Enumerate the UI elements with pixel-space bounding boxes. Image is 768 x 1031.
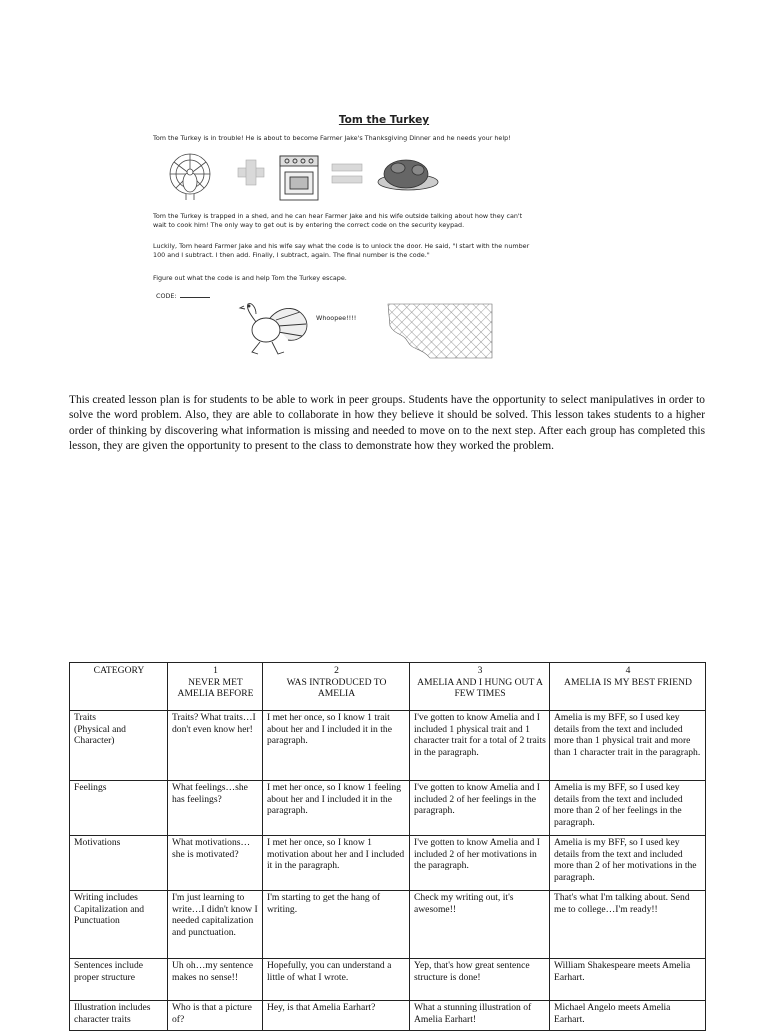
code-label: CODE:	[156, 292, 177, 300]
worksheet-paragraph: Luckily, Tom heard Farmer Jake and his wife say what the code is to unlock the door. He said, "I start with the number 100 and I subtract. I then add. Finally, I subtract, again. The final number is the code."	[153, 242, 530, 259]
row-category: Sentences include proper structure	[70, 959, 168, 1001]
rubric-cell: Amelia is my BFF, so I used key details from the text and included more than 2 of her motivations in the paragraph.	[550, 836, 706, 891]
code-blank	[180, 297, 210, 298]
header-score-2: 2 WAS INTRODUCED TO AMELIA	[263, 663, 410, 711]
rubric-cell: I met her once, so I know 1 trait about her and I included it in the paragraph.	[263, 711, 410, 781]
rubric-row-capitalization	[70, 891, 706, 959]
worksheet-image	[150, 108, 618, 360]
rubric-cell: Who is that a picture of?	[168, 1001, 263, 1031]
roast-turkey-icon	[378, 160, 438, 190]
rubric-cell: Check my writing out, it's awesome!!	[410, 891, 550, 959]
rubric-row-feelings	[70, 781, 706, 836]
rubric-cell: I met her once, so I know 1 feeling about her and I included it in the paragraph.	[263, 781, 410, 836]
rubric-row-traits	[70, 711, 706, 781]
rubric-row-illustration	[70, 1001, 706, 1031]
turkey-icon	[170, 154, 210, 200]
rubric-cell: Uh oh…my sentence makes no sense!!	[168, 959, 263, 1001]
rubric-cell: I'm starting to get the hang of writing.	[263, 891, 410, 959]
rubric-row-motivations	[70, 836, 706, 891]
rubric-cell: Amelia is my BFF, so I used key details from the text and included more than 1 physical trait and more than 1 character trait in the paragraph.	[550, 711, 706, 781]
worksheet-intro: Tom the Turkey is in trouble! He is about to become Farmer Jake's Thanksgiving Dinner and he needs your help!	[153, 134, 511, 142]
worksheet-paragraph: Tom the Turkey is trapped in a shed, and he can hear Farmer Jake and his wife outside talking about how they can't wait to cook him! The only way to get out is by entering the correct code on the security keypad.	[153, 212, 523, 229]
code-field	[156, 292, 624, 301]
broken-fence-icon	[382, 302, 494, 360]
turkey-equation-illustration	[166, 148, 446, 204]
worksheet-title: Tom the Turkey	[338, 114, 430, 126]
rubric-cell: I've gotten to know Amelia and I included 2 of her feelings in the paragraph.	[410, 781, 550, 836]
rubric-cell: I've gotten to know Amelia and I included 1 physical trait and 1 character trait for a total of 2 traits in the paragraph.	[410, 711, 550, 781]
rubric-cell: Michael Angelo meets Amelia Earhart.	[550, 1001, 706, 1031]
whoopee-text: Whoopee!!!!	[316, 314, 357, 322]
rubric-cell: I've gotten to know Amelia and I included 2 of her motivations in the paragraph.	[410, 836, 550, 891]
row-category: Illustration includes character traits	[70, 1001, 168, 1031]
rubric-header-row	[70, 663, 706, 711]
row-category: Writing includes Capitalization and Punctuation	[70, 891, 168, 959]
rubric-cell: I'm just learning to write…I didn't know I needed capitalization and punctuation.	[168, 891, 263, 959]
header-score-4: 4 AMELIA IS MY BEST FRIEND	[550, 663, 706, 711]
rubric-cell: Hey, is that Amelia Earhart?	[263, 1001, 410, 1031]
rubric-cell: That's what I'm talking about. Send me to college…I'm ready!!	[550, 891, 706, 959]
rubric-table	[69, 662, 706, 1031]
header-score-3: 3 AMELIA AND I HUNG OUT A FEW TIMES	[410, 663, 550, 711]
rubric-cell: I met her once, so I know 1 motivation about her and I included it in the paragraph.	[263, 836, 410, 891]
rubric-cell: Traits? What traits…I don't even know her!	[168, 711, 263, 781]
rubric-cell: What feelings…she has feelings?	[168, 781, 263, 836]
equals-icon	[332, 164, 362, 183]
header-score-1: 1 NEVER MET AMELIA BEFORE	[168, 663, 263, 711]
plus-icon	[238, 160, 264, 185]
rubric-cell: Yep, that's how great sentence structure is done!	[410, 959, 550, 1001]
header-category: CATEGORY	[70, 663, 168, 711]
rubric-cell: Hopefully, you can understand a little of what I wrote.	[263, 959, 410, 1001]
rubric-cell: Amelia is my BFF, so I used key details from the text and included more than 2 of her feelings in the paragraph.	[550, 781, 706, 836]
stove-icon	[280, 156, 318, 200]
rubric-cell: William Shakespeare meets Amelia Earhart.	[550, 959, 706, 1001]
rubric-cell: What motivations…she is motivated?	[168, 836, 263, 891]
worksheet-paragraph: Figure out what the code is and help Tom the Turkey escape.	[153, 274, 347, 282]
running-turkey-icon	[230, 298, 314, 360]
row-category: Feelings	[70, 781, 168, 836]
rubric-cell: What a stunning illustration of Amelia Earhart!	[410, 1001, 550, 1031]
row-category: Traits (Physical and Character)	[70, 711, 168, 781]
rubric-row-sentences	[70, 959, 706, 1001]
lesson-description: This created lesson plan is for students to be able to work in peer groups. Students have the opportunity to select manipulatives in order to solve the word problem. Also, they are able to collaborate in how they believe it should be solved. This lesson takes students to a higher order of thinking by discovering what information is missing and needed to move on to the next step. After each group has completed this lesson, they are given the opportunity to present to the class to demonstrate how they worked the problem.	[69, 394, 705, 453]
row-category: Motivations	[70, 836, 168, 891]
